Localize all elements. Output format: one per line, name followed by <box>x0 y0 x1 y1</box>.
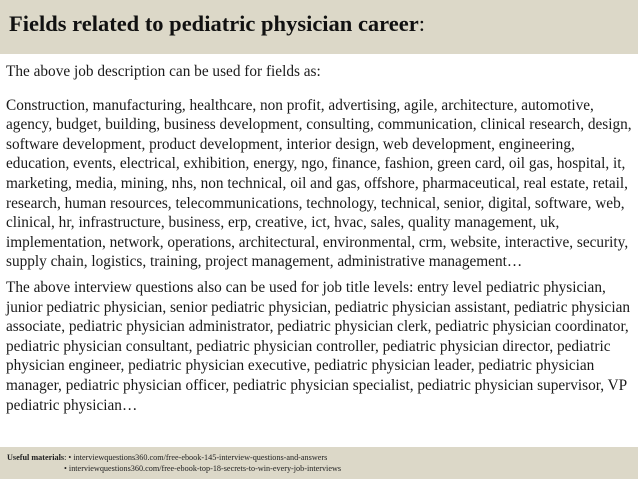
footer-row-1 <box>7 452 341 463</box>
footer-link-1[interactable]: • interviewquestions360.com/free-ebook-145-interview-questions-and-answers <box>68 453 328 462</box>
useful-materials-colon: : <box>64 453 69 462</box>
useful-materials <box>7 452 341 474</box>
title-bar <box>0 0 638 54</box>
job-levels-paragraph: The above interview questions also can be used for job title levels: entry level pediatric physician, junior pediatric physician, senior pediatric physician, pediatric physician assistant, pediatric physician associate, pediatric physician administrator, pediatric physician clerk, pediatric physician coordinator, pediatric physician consultant, pediatric physician controller, pediatric physician director, pediatric physician engineer, pediatric physician executive, pediatric physician leader, pediatric physician manager, pediatric physician officer, pediatric physician specialist, pediatric physician supervisor, VP pediatric physician… <box>6 278 631 414</box>
useful-materials-label: Useful materials <box>7 453 65 462</box>
footer-link-2[interactable]: • interviewquestions360.com/free-ebook-top-18-secrets-to-win-every-job-interviews <box>64 464 342 473</box>
slide-title <box>9 9 425 39</box>
slide-title-text: Fields related to pediatric physician career <box>9 11 419 36</box>
footer-bar <box>0 447 638 479</box>
slide-title-colon: : <box>418 11 425 36</box>
slide-content <box>6 62 634 415</box>
fields-paragraph: Construction, manufacturing, healthcare, non profit, advertising, agile, architecture, automotive, agency, budget, building, business development, consulting, communication, clinical research, design, software development, product development, interior design, web development, engineering, education, events, electrical, exhibition, energy, ngo, finance, fashion, green card, oil gas, hospital, it, marketing, media, mining, nhs, non technical, oil and gas, offshore, pharmaceutical, real estate, retail, research, human resources, telecommunications, technology, technical, senior, digital, software, web, clinical, hr, infrastructure, business, erp, creative, ict, hvac, sales, quality management, uk, implementation, network, operations, architectural, environmental, crm, website, interactive, security, supply chain, logistics, training, project management, administrative management… <box>6 96 632 271</box>
footer-row-2 <box>7 463 341 474</box>
intro-paragraph: The above job description can be used for fields as: <box>6 63 321 80</box>
